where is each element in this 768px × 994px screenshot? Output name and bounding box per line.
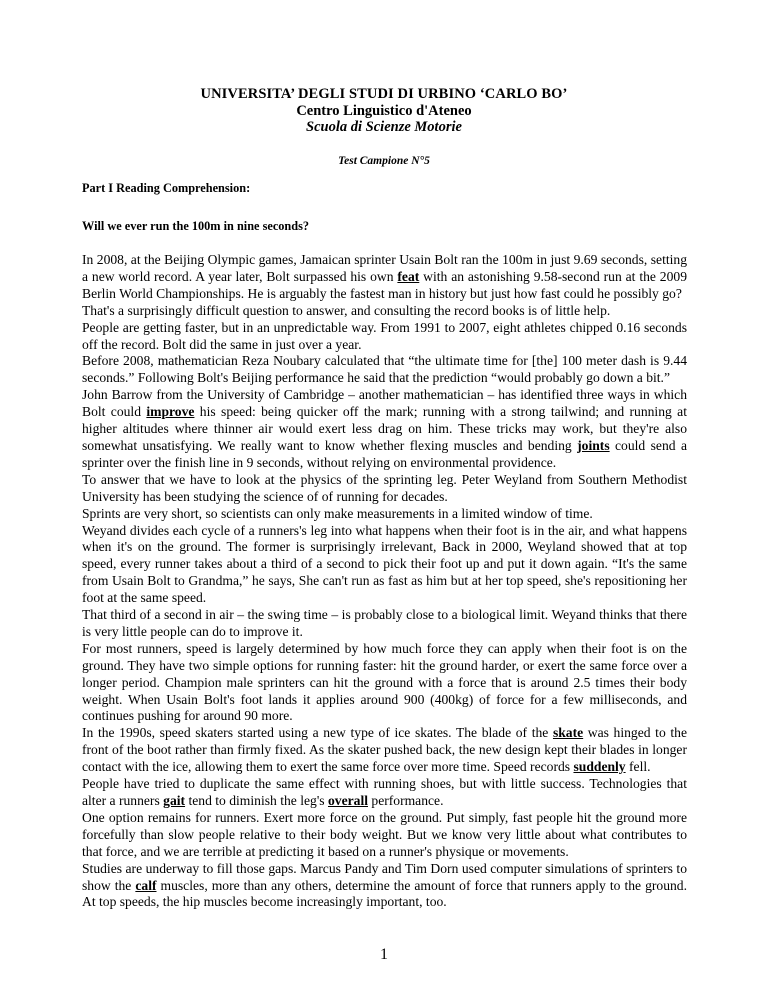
paragraph-11: In the 1990s, speed skaters started using a new type of ice skates. The blade of the skate was hinged to the front of the boot rather than firmly fixed. As the skater pushed back, the new design kept their blades in longer contact with the ice, allowing them to exert the same force over more time. Speed records suddenly fell. (82, 725, 687, 775)
paragraph-8: Weyand divides each cycle of a runners's leg into what happens when their foot is in the air, and what happens when it's on the ground. The former is surprisingly irrelevant, Back in 2000, Weyland showed that at top speed, every runner takes about a third of a second to pick their foot up and put it down again. “It's the same from Usain Bolt to Grandma,” he says, She can't run as fast as him but at her top speed, she's repositioning her foot at the same speed. (82, 522, 687, 606)
keyword-joints: joints (577, 437, 610, 453)
document-header (0, 86, 768, 136)
paragraph-1: In 2008, at the Beijing Olympic games, Jamaican sprinter Usain Bolt ran the 100m in just 9.69 seconds, setting a new world record. A year later, Bolt surpassed his own feat with an astonishing 9.58-second run at the 2009 Berlin World Championships. He is arguably the fastest man in history but just how fast could he possibly go? (82, 252, 687, 301)
article-body (82, 252, 687, 911)
paragraph-14: Studies are underway to fill those gaps. Marcus Pandy and Tim Dorn used computer simulations of sprinters to show the calf muscles, more than any others, determine the amount of force that runners apply to the ground. At top speeds, the hip muscles become increasingly important, too. (82, 860, 687, 910)
keyword-overall: overall (327, 793, 368, 808)
paragraph-6: To answer that we have to look at the physics of the sprinting leg. Peter Weyland from Southern Methodist University has been studying the science of of running for decades. (82, 471, 687, 504)
article-title: Will we ever run the 100m in nine seconds? (82, 219, 310, 233)
test-title: Test Campione N°5 (338, 155, 430, 167)
school-name: Scuola di Scienze Motorie (306, 119, 462, 135)
keyword-feat: feat (397, 268, 420, 284)
keyword-improve: improve (146, 404, 195, 420)
paragraph-2: That's a surprisingly difficult question to answer, and consulting the record books is of little help. (82, 302, 611, 318)
centre-name: Centro Linguistico d'Ateneo (296, 102, 472, 119)
paragraph-3: People are getting faster, but in an unpredictable way. From 1991 to 2007, eight athletes chipped 0.16 seconds off the record. Bolt did the same in just over a year. (82, 319, 687, 352)
paragraph-12: People have tried to duplicate the same effect with running shoes, but with little success. Technologies that alter a runners gait tend to diminish the leg's overall performance. (82, 776, 687, 808)
paragraph-10: For most runners, speed is largely determined by how much force they can apply when their foot is on the ground. They have two simple options for running faster: hit the ground harder, or exert the same force over a longer period. Champion male sprinters can hit the ground with a force that is around 2.5 times their body weight. When Usain Bolt's foot lands it applies around 900 (400kg) of force for a few milliseconds, and continues pushing for around 90 more. (82, 640, 687, 724)
keyword-calf: calf (135, 877, 157, 893)
paragraph-4: Before 2008, mathematician Reza Noubary calculated that “the ultimate time for [the] 100 meter dash is 9.44 seconds.” Following Bolt's Beijing performance he said that the prediction “would probably go down a bit.” (82, 353, 687, 386)
page-number: 1 (380, 946, 388, 963)
paragraph-7: Sprints are very short, so scientists can only make measurements in a limited window of time. (82, 505, 593, 521)
keyword-gait: gait (163, 793, 186, 808)
university-name: UNIVERSITA’ DEGLI STUDI DI URBINO ‘CARLO BO’ (200, 86, 568, 102)
keyword-skate: skate (552, 725, 584, 741)
paragraph-13: One option remains for runners. Exert more force on the ground. Put simply, fast people hit the ground more forcefully than slow people relative to their body weight. But we know very little about what contributes to that force, and we are terrible at predicting it based on a runner's physique or movements. (82, 809, 687, 859)
part-title: Part I Reading Comprehension: (82, 181, 251, 195)
keyword-suddenly: suddenly (573, 759, 626, 775)
paragraph-5: John Barrow from the University of Cambridge – another mathematician – has identified three ways in which Bolt could improve his speed: being quicker off the mark; running with a strong tailwind; and running at higher altitudes where thinner air would exert less drag on him. These tricks may work, but they're also somewhat unsatisfying. We really want to know whether flexing muscles and bending joints could send a sprinter over the finish line in 9 seconds, without relying on environmental providence. (82, 387, 688, 470)
paragraph-9: That third of a second in air – the swing time – is probably close to a biological limit. Weyand thinks that there is very little people can do to improve it. (82, 607, 687, 639)
